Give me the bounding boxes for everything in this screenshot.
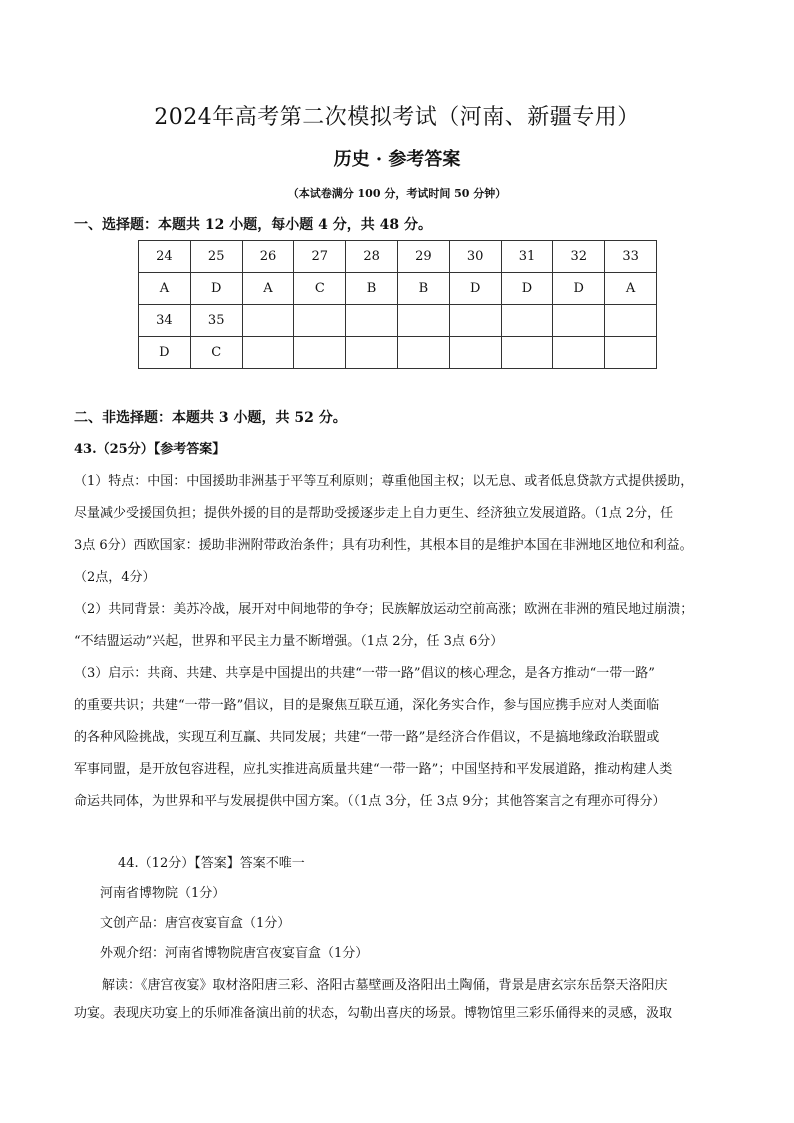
answer-cell: 32: [553, 241, 605, 273]
answer-cell: D: [501, 273, 553, 305]
answer-cell: D: [139, 337, 191, 369]
answer-cell: [501, 305, 553, 337]
answer-cell: 29: [397, 241, 449, 273]
answer-cell: [449, 305, 501, 337]
answer-row: [139, 305, 657, 337]
q43-line: “不结盟运动”兴起，世界和平民主力量不断增强。（1点 2分，任 3点 6分）: [74, 634, 504, 649]
answer-cell: [242, 305, 294, 337]
exam-note: （本试卷满分 100 分，考试时间 50 分钟）: [287, 187, 507, 200]
q44-para-line: 解读：《唐宫夜宴》取材洛阳唐三彩、洛阳古墓壁画及洛阳出土陶俑，背景是唐玄宗东岳祭天洛阳庆: [102, 978, 668, 993]
answer-cell: D: [449, 273, 501, 305]
answer-cell: D: [190, 273, 242, 305]
answer-row: [139, 337, 657, 369]
answer-cell: C: [294, 273, 346, 305]
answer-cell: [242, 337, 294, 369]
answer-cell: [294, 305, 346, 337]
q43-line: 尽量减少受援国负担；提供外援的目的是帮助受援逐步走上自力更生、经济独立发展道路。（1点 2分，任: [74, 506, 674, 521]
q44-line: 河南省博物院（1分）: [100, 886, 226, 901]
answer-cell: 31: [501, 241, 553, 273]
answer-cell: A: [605, 273, 657, 305]
q43-line: 3点 6分）西欧国家：援助非洲附带政治条件；具有功利性，其根本目的是维护本国在非洲地区地位和利益。: [74, 538, 693, 553]
answer-cell: 24: [139, 241, 191, 273]
q44-line: 外观介绍：河南省博物院唐宫夜宴盲盒（1分）: [100, 946, 369, 961]
q44-para-line: 功宴。表现庆功宴上的乐师准备演出前的状态，勾勒出喜庆的场景。博物馆里三彩乐俑得来的灵感，汲取: [74, 1006, 673, 1021]
answer-cell: A: [139, 273, 191, 305]
answer-cell: [553, 337, 605, 369]
answer-cell: 34: [139, 305, 191, 337]
answer-cell: [501, 337, 553, 369]
answer-cell: [397, 337, 449, 369]
answer-table: [138, 240, 657, 369]
answer-cell: [346, 305, 398, 337]
answer-cell: 26: [242, 241, 294, 273]
page-subtitle: 历史 · 参考答案: [333, 149, 461, 170]
answer-cell: B: [346, 273, 398, 305]
answer-row: [139, 273, 657, 305]
answer-cell: [449, 337, 501, 369]
answer-cell: A: [242, 273, 294, 305]
q43-line: 的各种风险挑战，实现互利互赢、共同发展；共建“一带一路”是经济合作倡议，不是搞地缘政治联盟或: [74, 730, 660, 745]
answer-cell: [553, 305, 605, 337]
q44-title: 44.（12分）【答案】答案不唯一: [118, 856, 305, 871]
q43-line: （3）启示：共商、共建、共享是中国提出的共建“一带一路”倡议的核心理念，是各方推动“一带一路”: [74, 666, 655, 681]
answer-cell: [605, 337, 657, 369]
q43-line: 的重要共识；共建“一带一路”倡议，目的是聚焦互联互通，深化务实合作，参与国应携手应对人类面临: [74, 698, 660, 713]
q43-line: （2）共同背景：美苏冷战，展开对中间地带的争夺；民族解放运动空前高涨；欧洲在非洲的殖民地过崩溃；: [74, 602, 694, 617]
section2-heading: 二、非选择题：本题共 3 小题，共 52 分。: [74, 410, 347, 426]
answer-cell: D: [553, 273, 605, 305]
section1-heading: 一、选择题：本题共 12 小题，每小题 4 分，共 48 分。: [74, 217, 432, 233]
answer-cell: 35: [190, 305, 242, 337]
q44-line: 文创产品：唐宫夜宴盲盒（1分）: [100, 916, 291, 931]
answer-row: [139, 241, 657, 273]
answer-cell: [605, 305, 657, 337]
q43-title: 43.（25分）【参考答案】: [74, 442, 226, 457]
answer-cell: 30: [449, 241, 501, 273]
answer-cell: [397, 305, 449, 337]
answer-cell: 25: [190, 241, 242, 273]
answer-cell: [294, 337, 346, 369]
q43-line: 命运共同体，为世界和平与发展提供中国方案。（（1点 3分，任 3点 9分；其他答案言之有理亦可得分）: [74, 794, 666, 809]
q43-line: （2点，4分）: [74, 570, 156, 585]
answer-cell: [346, 337, 398, 369]
answer-cell: 27: [294, 241, 346, 273]
answer-cell: 33: [605, 241, 657, 273]
answer-cell: B: [397, 273, 449, 305]
q43-line: （1）特点：中国：中国援助非洲基于平等互利原则；尊重他国主权；以无息、或者低息贷款方式提供援助，: [74, 474, 694, 489]
q43-line: 军事同盟，是开放包容进程，应扎实推进高质量共建“一带一路”；中国坚持和平发展道路，推动构建人类: [74, 762, 673, 777]
page-title: 2024年高考第二次模拟考试（河南、新疆专用）: [154, 105, 640, 130]
answer-cell: 28: [346, 241, 398, 273]
answer-cell: C: [190, 337, 242, 369]
